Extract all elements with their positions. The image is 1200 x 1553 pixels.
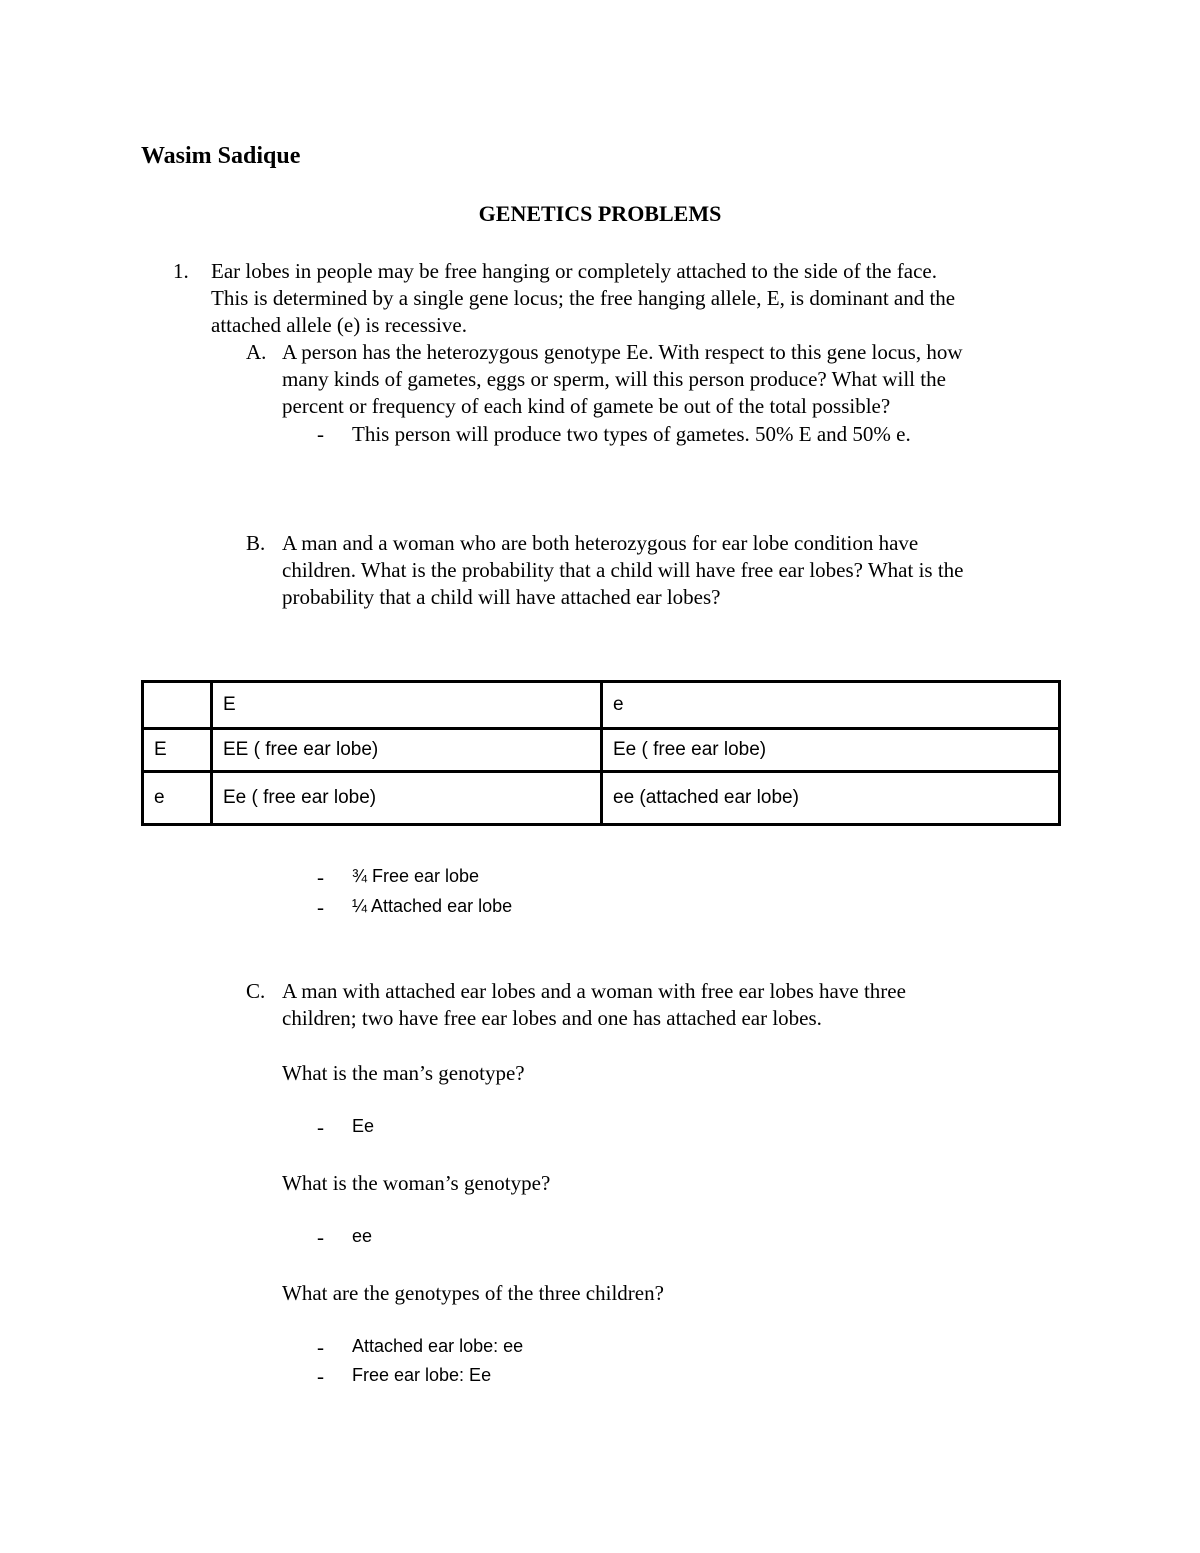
punnett-square-table <box>141 680 1061 826</box>
part-b-line: A man and a woman who are both heterozygous for ear lobe condition have <box>282 531 919 555</box>
part-a-line: A person has the heterozygous genotype Ee. With respect to this gene locus, how <box>282 340 963 364</box>
part-c-line: children; two have free ear lobes and one has attached ear lobes. <box>282 1006 822 1030</box>
table-cell: EE ( free ear lobe) <box>212 729 602 772</box>
part-a-line: percent or frequency of each kind of gamete be out of the total possible? <box>282 394 891 418</box>
table-row-header: e <box>143 772 212 825</box>
part-c-line: A man with attached ear lobes and a woman with free ear lobes have three <box>282 979 906 1003</box>
table-row <box>143 729 1060 772</box>
question-line: Ear lobes in people may be free hanging or completely attached to the side of the face. <box>211 259 937 283</box>
part-b-answer: ¾ Free ear lobe <box>352 866 480 886</box>
question-line: This is determined by a single gene locus; the free hanging allele, E, is dominant and the <box>211 286 956 310</box>
bullet-dash: - <box>317 895 324 919</box>
table-header-cell: e <box>602 682 1060 729</box>
answer-woman-genotype: ee <box>352 1226 373 1246</box>
table-header-row <box>143 682 1060 729</box>
bullet-dash: - <box>317 422 324 446</box>
answer-children-genotype: Free ear lobe: Ee <box>352 1365 492 1385</box>
question-line: attached allele (e) is recessive. <box>211 313 467 337</box>
table-header-cell: E <box>212 682 602 729</box>
part-a-line: many kinds of gametes, eggs or sperm, will this person produce? What will the <box>282 367 946 391</box>
part-c-label: C. <box>246 979 266 1003</box>
table-row-header: E <box>143 729 212 772</box>
bullet-dash: - <box>317 1115 324 1139</box>
page-title: GENETICS PROBLEMS <box>478 201 722 226</box>
part-a-answer: This person will produce two types of gametes. 50% E and 50% e. <box>352 422 911 446</box>
answer-children-genotype: Attached ear lobe: ee <box>352 1336 524 1356</box>
part-b-line: children. What is the probability that a child will have free ear lobes? What is the <box>282 558 964 582</box>
part-b-line: probability that a child will have attached ear lobes? <box>282 585 721 609</box>
bullet-dash: - <box>317 1335 324 1359</box>
bullet-dash: - <box>317 865 324 889</box>
answer-man-genotype: Ee <box>352 1116 375 1136</box>
question-woman-genotype: What is the woman’s genotype? <box>282 1171 551 1195</box>
question-number: 1. <box>173 259 189 283</box>
table-cell: Ee ( free ear lobe) <box>602 729 1060 772</box>
question-man-genotype: What is the man’s genotype? <box>282 1061 525 1085</box>
bullet-dash: - <box>317 1225 324 1249</box>
table-cell: Ee ( free ear lobe) <box>212 772 602 825</box>
part-a-label: A. <box>246 340 267 364</box>
part-b-answer: ¼ Attached ear lobe <box>352 896 513 916</box>
table-row <box>143 772 1060 825</box>
bullet-dash: - <box>317 1364 324 1388</box>
author-name: Wasim Sadique <box>141 143 301 169</box>
question-children-genotypes: What are the genotypes of the three children? <box>282 1281 664 1305</box>
table-cell: ee (attached ear lobe) <box>602 772 1060 825</box>
table-header-cell <box>143 682 212 729</box>
part-b-label: B. <box>246 531 266 555</box>
